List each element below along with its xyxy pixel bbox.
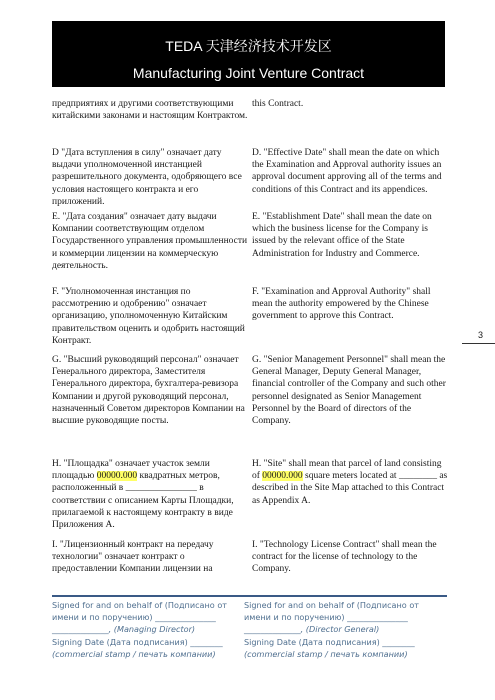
signature-right-line1: Signed for and on behalf of (Подписано от [244,600,419,610]
en-paragraph-i: I. "Technology License Contract" shall mean the contract for the license of technology to the Company. [252,540,437,575]
ru-paragraph-f: F. "Уполномоченная инстанция по рассмотрению и одобрению" означает организацию, уполномоченную Китайским правительством оценить и одобрить настоящий Контракт. [52,287,245,346]
en-paragraph-e: E. "Establishment Date" shall mean the date on which the business license for the Company is issued by the relevant office of the State Administration for Industry and Commerce. [252,212,432,259]
ru-paragraph-h [52,458,248,531]
signature-right-stamp: (commercial stamp / печать компании) [244,648,408,659]
signature-block-right [244,599,440,660]
en-area-highlight: 00000.000 [262,471,303,482]
en-paragraph-h [252,458,448,507]
signature-block-left [52,599,248,660]
ru-paragraph-g: G. "Высший руководящий персонал" означает Генерального директора, Заместителя Генерального директора, бухгалтера-ревизора Компании и другой руководящий персонал, назначенный Советом директоров Компании на высшие руководящие посты. [52,355,245,427]
header-title: TEDA 天津经济技术开发区 [165,38,332,54]
ru-paragraph-continuation: предприятиях и другими соответствующими китайскими законами и настоящим Контрактом. [52,99,248,122]
ru-paragraph-d: D "Дата вступления в силу" означает дату выдачи уполномоченной инстанцией разрешительного документа, одобряющего все условия настоящего контракта и его приложений. [52,148,242,207]
signature-left-line2: имени и по поручению) _______________ [52,612,216,623]
ru-area-highlight: 00000.000 [96,471,138,482]
page-number-rule [462,343,495,344]
page-number: 3 [478,330,484,340]
en-h-text-end: square meters located at ________ as described in the Site Map attached to this Contract as Appendix A. [252,471,448,506]
signature-right-line3: ______________, (Director General) [244,624,380,635]
header-subtitle: Manufacturing Joint Venture Contract [132,65,365,81]
ru-h-text-start: H. "Площадка" означает участок земли площадью [52,459,210,482]
footer-divider [52,595,447,597]
en-paragraph-continuation: this Contract. [252,99,304,109]
signature-left-stamp: (commercial stamp / печать компании) [52,648,216,659]
en-h-text-start: H. "Site" shall mean that parcel of land consisting of [252,459,442,482]
en-paragraph-g: G. "Senior Management Personnel" shall mean the General Manager, Deputy General Manager, financial controller of the Company and such other personnel designated as Senior Management Personnel by the Board of directors of the Company. [252,355,446,427]
ru-paragraph-e: E. "Дата создания" означает дату выдачи Компании соответствующим отделом Государственного управления промышленности и коммерции лицензии на коммерческую деятельность. [52,212,248,271]
ru-paragraph-i: I. "Лицензионный контракт на передачу технологии" означает контракт о предоставлении Компании лицензии на [52,540,214,575]
signature-right-line4: Signing Date (Дата подписания) ________ [244,636,415,647]
en-paragraph-d: D. "Effective Date" shall mean the date on which the Examination and Approval authority issues an approval document approving all of the terms and conditions of this Contract and its appendices. [252,148,442,195]
document-header [52,21,445,87]
signature-left-line1: Signed for and on behalf of (Подписано от [52,600,227,610]
en-paragraph-f: F. "Examination and Approval Authority" shall mean the authority empowered by the Chinese government to approve this Contract. [252,287,431,322]
ru-h-text-end: квадратных метров, расположенный в _______________ в соответствии с описанием Карты Площадки, прилагаемой к настоящему контракту в виде Приложения A. [52,471,234,531]
signature-left-line3: ______________, (Managing Director) [52,624,196,635]
signature-left-line4: Signing Date (Дата подписания) ________ [52,636,223,647]
signature-right-line2: имени и по поручению) _______________ [244,612,408,623]
